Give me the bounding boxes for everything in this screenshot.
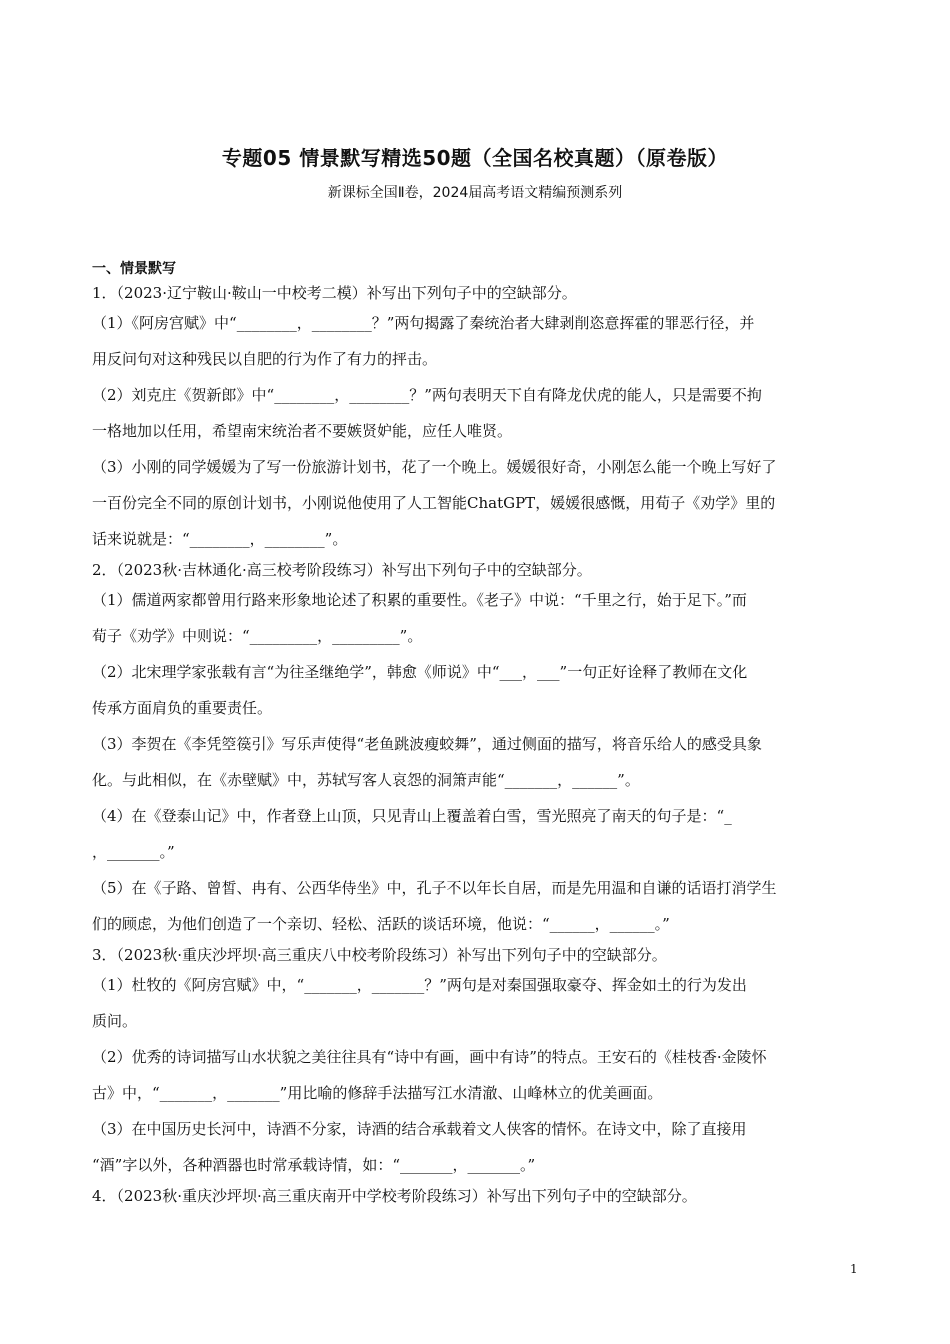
- question-2-item-5: （5）在《子路、曾皙、冉有、公西华侍坐》中，孔子不以年长自居，而是先用温和自谦的话语打消学生: [92, 879, 777, 897]
- question-2-item-1: （1）儒道两家都曾用行路来形象地论述了积累的重要性。《老子》中说：“千里之行，始于足下。”而: [92, 591, 747, 609]
- document-title: 专题05 情景默写精选50题（全国名校真题）（原卷版）: [221, 146, 729, 170]
- question-3-item-2-cont: 古》中，“_______，_______”用比喻的修辞手法描写江水清澈、山峰林立的优美画面。: [92, 1084, 663, 1102]
- question-1-item-1: （1）《阿房宫赋》中“________，________？”两句揭露了秦统治者大肆剥削恣意挥霍的罪恶行径，并: [92, 314, 755, 332]
- page-number: 1: [850, 1262, 858, 1276]
- question-3-item-2: （2）优秀的诗词描写山水状貌之美往往具有“诗中有画，画中有诗”的特点。王安石的《桂枝香·金陵怀: [92, 1048, 767, 1066]
- question-2-item-2-cont: 传承方面肩负的重要责任。: [92, 699, 273, 717]
- question-2-item-1-cont: 荀子《劝学》中则说：“_________，_________”。: [92, 627, 423, 645]
- question-1-item-3-cont: 一百份完全不同的原创计划书，小刚说他使用了人工智能ChatGPT，媛媛很感慨，用荀子《劝学》里的: [92, 494, 776, 512]
- question-list: [92, 282, 862, 1211]
- question-3-item-1-cont: 质问。: [92, 1012, 138, 1030]
- question-2-item-4: （4）在《登泰山记》中，作者登上山顶，只见青山上覆盖着白雪，雪光照亮了南天的句子是：“_: [92, 807, 732, 825]
- question-1-item-3: （3）小刚的同学媛媛为了写一份旅游计划书，花了一个晚上。媛媛很好奇，小刚怎么能一个晚上写好了: [92, 458, 777, 476]
- question-2-item-2: （2）北宋理学家张载有言“为往圣继绝学”，韩愈《师说》中“___，___”一句正好诠释了教师在文化: [92, 663, 748, 681]
- document-subtitle: 新课标全国Ⅱ卷，2024届高考语文精编预测系列: [327, 185, 623, 201]
- question-1-item-2-cont: 一格地加以任用，希望南宋统治者不要嫉贤妒能，应任人唯贤。: [92, 422, 513, 440]
- question-2-heading: 2．（2023秋·吉林通化·高三校考阶段练习）补写出下列句子中的空缺部分。: [92, 561, 592, 579]
- question-2-item-3-cont: 化。与此相似，在《赤壁赋》中，苏轼写客人哀怨的洞箫声能“_______，______”。: [92, 771, 640, 789]
- question-3-item-3: （3）在中国历史长河中，诗酒不分家，诗酒的结合承载着文人侠客的情怀。在诗文中，除了直接用: [92, 1120, 747, 1138]
- question-2-item-5-cont: 们的顾虑，为他们创造了一个亲切、轻松、活跃的谈话环境，他说：“______，______。”: [92, 915, 670, 933]
- question-3-heading: 3．（2023秋·重庆沙坪坝·高三重庆八中校考阶段练习）补写出下列句子中的空缺部分。: [92, 946, 667, 964]
- question-1-heading: 1．（2023·辽宁鞍山·鞍山一中校考二模）补写出下列句子中的空缺部分。: [92, 284, 577, 302]
- question-1-item-2: （2）刘克庄《贺新郎》中“________，________？”两句表明天下自有降龙伏虎的能人，只是需要不拘: [92, 386, 762, 404]
- question-1-item-3-cont: 话来说就是：“________，________”。: [92, 530, 348, 548]
- question-2-item-4-cont: ，_______。”: [92, 843, 175, 861]
- section-heading: 一、情景默写: [92, 261, 176, 277]
- question-4-heading: 4．（2023秋·重庆沙坪坝·高三重庆南开中学校考阶段练习）补写出下列句子中的空缺部分。: [92, 1187, 697, 1205]
- question-3-item-3-cont: “酒”字以外，各种酒器也时常承载诗情，如：“_______，_______。”: [92, 1156, 536, 1174]
- question-2-item-3: （3）李贺在《李凭箜篌引》写乐声使得“老鱼跳波瘦蛟舞”，通过侧面的描写，将音乐给人的感受具象: [92, 735, 762, 753]
- question-3-item-1: （1）杜牧的《阿房宫赋》中，“_______，_______？”两句是对秦国强取豪夺、挥金如土的行为发出: [92, 976, 747, 994]
- question-1-item-1-cont: 用反问句对这种残民以自肥的行为作了有力的抨击。: [92, 350, 438, 368]
